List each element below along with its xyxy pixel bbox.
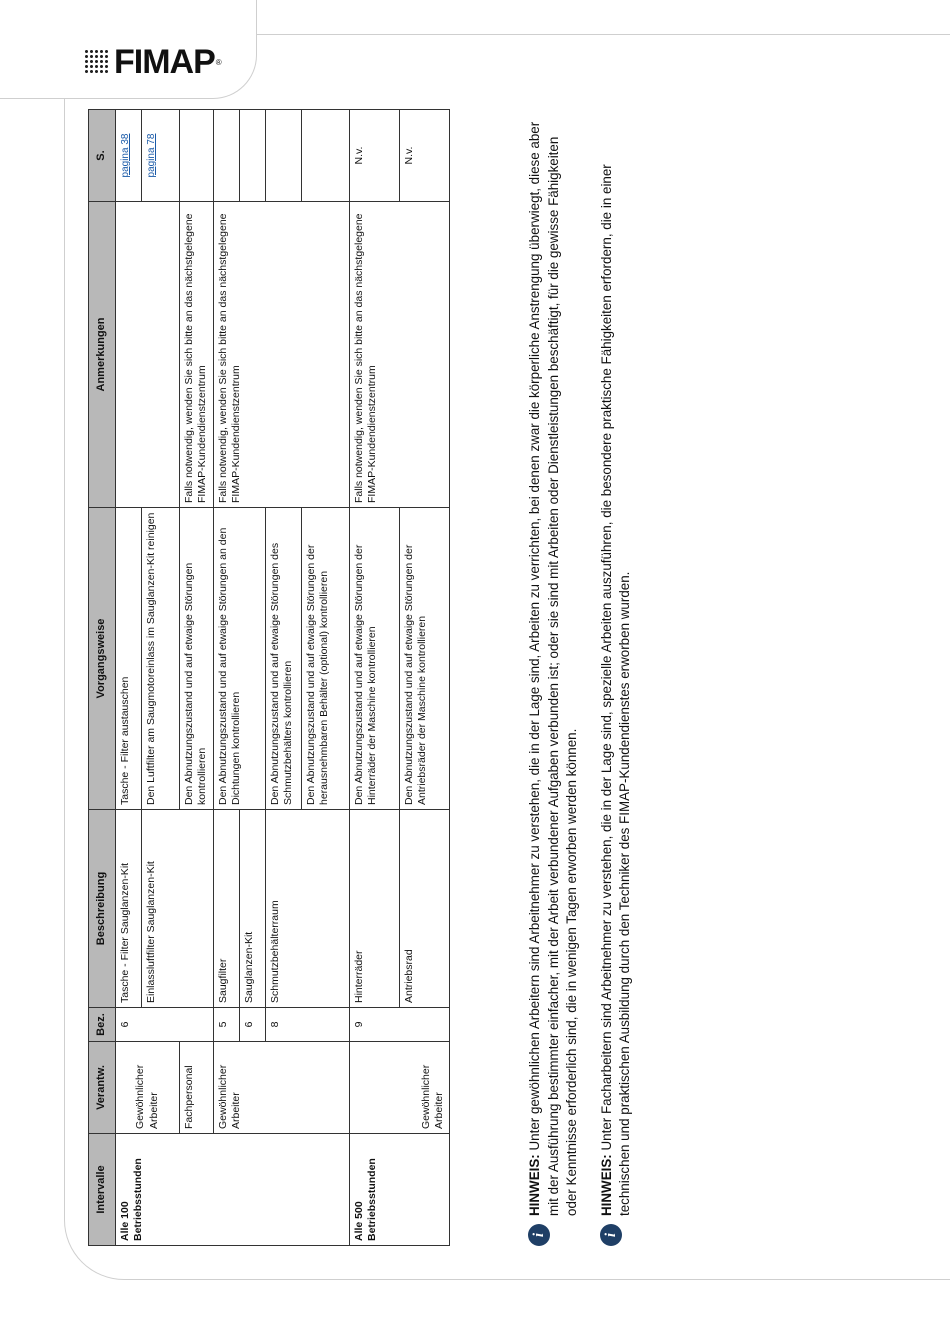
responsible-cell: Gewöhnlicher Arbeiter xyxy=(350,1042,450,1134)
notes-cell: Falls notwendig, wenden Sie sich bitte an das nächstgelegene FIMAP-Kundendienstzentrum xyxy=(350,202,450,508)
header-ref: Bez. xyxy=(89,1008,116,1042)
note-text: Unter gewöhnlichen Arbeitern sind Arbeitnehmer zu verstehen, die in der Lage sind, Arbeiten zu verrichten, bei denen zwar die körperliche Anstrengung überwiegt, diese aber mit der Ausführung bestimmter einfacher, mit der Arbeit verbundener Aufgaben verbunden ist; oder sie sind mit Arbeiten oder Dienstleistungen beschäftigt, für die gewisse Fähigkeiten oder Kenntnisse erforderlich sind, die in wenigen Tagen erworben werden können. xyxy=(527,121,579,1216)
ref-cell: 9 xyxy=(350,1008,450,1042)
description-cell: Tasche - Filter Sauglanzen-Kit xyxy=(116,810,142,1008)
description-cell: Hinterräder xyxy=(350,810,400,1008)
page-cell xyxy=(302,110,350,202)
table-row xyxy=(116,110,142,1246)
header-page: S. xyxy=(89,110,116,202)
ref-cell: 5 xyxy=(214,1008,240,1042)
rotated-content xyxy=(88,110,708,1246)
header-procedure: Vorgangsweise xyxy=(89,508,116,810)
info-icon: i xyxy=(528,1224,550,1246)
note-label: HINWEIS: xyxy=(598,1154,614,1216)
logo-text: FIMAP xyxy=(114,42,215,81)
note-text: Unter Facharbeitern sind Arbeitnehmer zu verstehen, die in der Lage sind, spezielle Arbeiten auszuführen, die besondere praktische Fähigkeiten erfordern, die in einer technischen und praktischen Ausbildung durch den Techniker des FIMAP-Kundendienstes erworben wurden. xyxy=(598,164,632,1216)
note-label: HINWEIS: xyxy=(527,1154,542,1216)
maintenance-table xyxy=(88,109,450,1246)
page-link[interactable]: pagina 38 xyxy=(120,133,131,178)
responsible-cell: Fachpersonal xyxy=(180,1042,214,1134)
notes-cell: Falls notwendig, wenden Sie sich bitte an das nächstgelegene FIMAP-Kundendienstzentrum xyxy=(214,202,350,508)
ref-cell: 8 xyxy=(266,1008,350,1042)
note-skilled-workers xyxy=(598,110,635,1246)
header-responsible: Verantw. xyxy=(89,1042,116,1134)
description-cell: Sauglanzen-Kit xyxy=(240,810,266,1008)
ref-cell: 6 xyxy=(116,1008,214,1042)
notes-cell xyxy=(116,202,180,508)
procedure-cell: Tasche - Filter austauschen xyxy=(116,508,142,810)
interval-cell: Alle 500 Betriebsstunden xyxy=(350,1134,450,1246)
page-cell xyxy=(240,110,266,202)
responsible-cell: Gewöhnlicher Arbeiter xyxy=(214,1042,350,1134)
header-description: Beschreibung xyxy=(89,810,116,1008)
procedure-cell: Den Abnutzungszustand und auf etwaige Störungen des Schmutzbehälters kontrollieren xyxy=(266,508,302,810)
page-cell xyxy=(180,110,214,202)
table-row xyxy=(180,110,214,1246)
ref-cell: 6 xyxy=(240,1008,266,1042)
logo-dots-icon xyxy=(84,49,110,75)
header-notes: Anmerkungen xyxy=(89,202,116,508)
procedure-cell: Den Luftfilter am Saugmotoreinlass im Sauglanzen-Kit reinigen xyxy=(142,508,180,810)
logo-reg: ® xyxy=(215,57,222,67)
info-icon: i xyxy=(600,1224,622,1246)
table-row xyxy=(214,110,240,1246)
page-link[interactable]: pagina 78 xyxy=(146,133,157,178)
description-cell: Antriebsrad xyxy=(400,810,450,1008)
page-cell xyxy=(266,110,302,202)
notes-cell: Falls notwendig, wenden Sie sich bitte an das nächstgelegene FIMAP-Kundendienstzentrum xyxy=(180,202,214,508)
fimap-logo xyxy=(84,44,222,80)
description-cell: Schmutzbehälterraum xyxy=(266,810,350,1008)
procedure-cell: Den Abnutzungszustand und auf etwaige Störungen der Hinterräder der Maschine kontrollieren xyxy=(350,508,400,810)
page-cell xyxy=(142,110,180,202)
procedure-cell: Den Abnutzungszustand und auf etwaige Störungen der herausnehmbaren Behälter (optional) kontrollieren xyxy=(302,508,350,810)
page-cell: N.v. xyxy=(400,110,450,202)
interval-cell: Alle 100 Betriebsstunden xyxy=(116,1134,350,1246)
table-header-row xyxy=(89,110,116,1246)
page-cell xyxy=(116,110,142,202)
notes-section xyxy=(526,110,651,1246)
procedure-cell: Den Abnutzungszustand und auf etwaige Störungen an den Dichtungen kontrollieren xyxy=(214,508,266,810)
description-cell: Saugfilter xyxy=(214,810,240,1008)
table-row xyxy=(350,110,400,1246)
description-cell: Einlassluftfilter Sauglanzen-Kit xyxy=(142,810,214,1008)
procedure-cell: Den Abnutzungszustand und auf etwaige Störungen kontrollieren xyxy=(180,508,214,810)
page-cell: N.v. xyxy=(350,110,400,202)
note-common-workers xyxy=(526,110,582,1246)
header-interval: Intervalle xyxy=(89,1134,116,1246)
procedure-cell: Den Abnutzungszustand und auf etwaige Störungen der Antriebsräder der Maschine kontrollieren xyxy=(400,508,450,810)
responsible-cell: Gewöhnlicher Arbeiter xyxy=(116,1042,180,1134)
page-cell xyxy=(214,110,240,202)
